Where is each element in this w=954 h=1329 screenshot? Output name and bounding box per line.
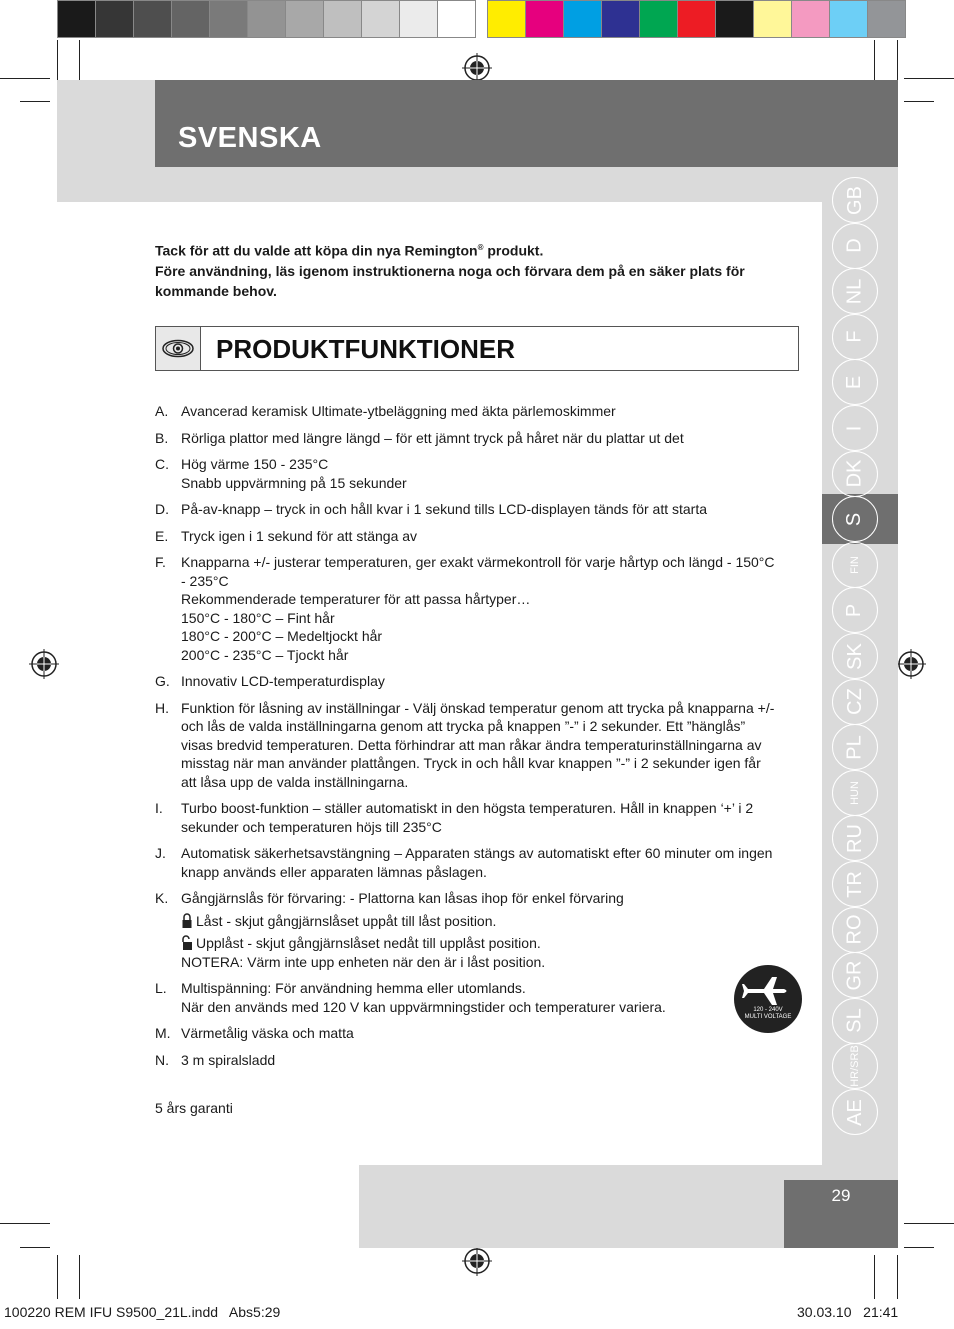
- language-tab-tr[interactable]: [832, 861, 878, 907]
- color-swatch: [209, 0, 248, 38]
- language-tab-f[interactable]: [832, 314, 878, 360]
- unlocked-padlock-icon: [181, 935, 193, 951]
- file-info: 100220 REM IFU S9500_21L.indd Abs5:29: [4, 1304, 281, 1320]
- feature-list: [155, 402, 775, 1077]
- unlocked-text: Upplåst - skjut gångjärnslåset nedåt till upplåst position.: [196, 935, 541, 951]
- language-tab-e[interactable]: [832, 359, 878, 405]
- feature-text: 200°C - 235°C – Tjockt hår: [181, 646, 349, 663]
- badge-voltage: 120 - 240V: [753, 1007, 783, 1013]
- feature-letter: D.: [155, 501, 169, 517]
- color-swatch: [677, 0, 716, 38]
- crop-mark: [79, 1255, 80, 1299]
- eye-icon: [156, 327, 200, 370]
- crop-mark: [20, 1247, 50, 1248]
- feature-text: Hög värme 150 - 235°C: [181, 456, 329, 472]
- feature-letter: K.: [155, 890, 169, 906]
- language-tab-pl[interactable]: [832, 724, 878, 770]
- feature-item: [155, 672, 775, 691]
- language-tab-label: PL: [843, 734, 866, 760]
- feature-text: Rekommenderade temperaturer för att passa hårtyper…: [181, 591, 531, 607]
- language-tab-i[interactable]: [832, 405, 878, 451]
- unlocked-row: [181, 934, 775, 953]
- feature-text: Gångjärnslås för förvaring: - Plattorna kan låsas ihop för enkel förvaring: [181, 890, 624, 906]
- crop-mark: [904, 78, 954, 79]
- intro-line-1-end: produkt.: [483, 242, 544, 259]
- multi-voltage-badge: [734, 965, 802, 1033]
- page-number-box: [784, 1180, 898, 1248]
- color-swatch: [133, 0, 172, 38]
- feature-text: På-av-knapp – tryck in och håll kvar i 1 sekund tills LCD-displayen tänds för att starta: [181, 501, 708, 517]
- language-tab-label: FIN: [848, 555, 861, 574]
- page-title: SVENSKA: [178, 122, 322, 154]
- language-tab-fin[interactable]: [832, 542, 878, 588]
- language-tab-label: F: [843, 330, 866, 343]
- feature-letter: N.: [155, 1051, 169, 1068]
- feature-item: [155, 979, 775, 1016]
- feature-letter: L.: [155, 980, 167, 996]
- crop-mark: [897, 1255, 898, 1299]
- feature-text: Tryck igen i 1 sekund för att stänga av: [181, 527, 418, 544]
- feature-item: [155, 455, 775, 492]
- feature-text: Värmetålig väska och matta: [181, 1025, 354, 1041]
- feature-text: 150°C - 180°C – Fint hår: [181, 609, 335, 626]
- language-tab-label: GR: [843, 960, 866, 991]
- language-tab-label: RO: [843, 914, 866, 945]
- section-icon-box: [156, 327, 201, 370]
- feature-letter: J.: [155, 845, 166, 861]
- crop-mark: [79, 40, 80, 84]
- feature-item: [155, 799, 775, 836]
- feature-letter: F.: [155, 554, 166, 570]
- feature-letter: C.: [155, 456, 169, 472]
- feature-text: När den används med 120 V kan uppvärmningstider och temperaturer variera.: [181, 998, 666, 1015]
- language-tab-label: RU: [843, 823, 866, 853]
- intro-line-2: Före användning, läs igenom instruktionerna noga och förvara dem på en säker plats för kommande behov.: [155, 262, 745, 299]
- language-tab-d[interactable]: [832, 223, 878, 269]
- feature-item: [155, 844, 775, 881]
- crop-mark: [874, 1255, 875, 1299]
- locked-row: [181, 912, 775, 931]
- language-tab-label: S: [843, 512, 866, 526]
- color-swatch: [525, 0, 564, 38]
- crop-mark: [57, 40, 58, 84]
- feature-text: Funktion för låsning av inställningar - Välj önskad temperatur genom att trycka på knapparna +/- och lås de valda inställningarna genom att trycka på knappen ”-” i 2 sekunder. Ett ”hänglås” visas bredvid temperaturen. Detta förhindrar att man råkar ändra temperaturinställningarna av misstag när man använder plattången. Tryck in och håll kvar knappen ”-” i 2 sekunder igen får att låsa upp de valda inställningarna.: [181, 699, 775, 790]
- language-tab-label: HR/SRB: [849, 1045, 861, 1088]
- feature-text: Turbo boost-funktion – ställer automatiskt in den högsta temperaturen. Håll in knappen ‘+’ i 2 sekunder och temperaturen höjs till 235°C: [181, 800, 754, 835]
- locked-padlock-icon: [181, 913, 193, 929]
- language-tabs: [822, 167, 898, 1165]
- color-swatch: [361, 0, 400, 38]
- intro-line-1-text: Tack för att du valde att köpa din nya Remington: [155, 242, 478, 259]
- crop-mark: [874, 40, 875, 84]
- language-tab-label: TR: [843, 870, 866, 898]
- feature-letter: E.: [155, 527, 169, 544]
- language-tab-dk[interactable]: [832, 451, 878, 497]
- language-tab-ae[interactable]: [832, 1089, 878, 1135]
- language-tab-gb[interactable]: [832, 177, 878, 223]
- language-tab-hrsrb[interactable]: [832, 1043, 878, 1089]
- color-swatch: [247, 0, 286, 38]
- language-tab-sk[interactable]: [832, 633, 878, 679]
- color-swatch: [715, 0, 754, 38]
- language-tab-sl[interactable]: [832, 998, 878, 1044]
- color-bar-gap: [475, 0, 487, 38]
- feature-item: [155, 429, 775, 448]
- language-tab-label: E: [843, 375, 866, 390]
- registration-mark-icon: [462, 1246, 492, 1276]
- feature-text: Automatisk säkerhetsavstängning – Apparaten stängs av automatiskt efter 60 minuter om ingen knapp används eller apparaten lämnas påslagen.: [181, 845, 773, 880]
- language-tab-gr[interactable]: [832, 952, 878, 998]
- feature-item: [155, 699, 775, 792]
- language-tab-label: CZ: [843, 688, 866, 715]
- feature-text: Rörliga plattor med längre längd – för ett jämnt tryck på håret när du plattar ut det: [181, 429, 684, 446]
- crop-mark: [57, 1255, 58, 1299]
- feature-item: [155, 402, 775, 421]
- language-tab-cz[interactable]: [832, 679, 878, 725]
- color-swatch: [601, 0, 640, 38]
- feature-item: [155, 1051, 775, 1070]
- feature-text: 3 m spiralsladd: [181, 1051, 276, 1068]
- crop-mark: [0, 78, 50, 79]
- crop-mark: [20, 101, 50, 102]
- language-tab-label: P: [843, 603, 866, 618]
- language-tab-label: GB: [843, 185, 866, 215]
- language-tab-label: D: [843, 238, 866, 253]
- language-tab-label: DK: [843, 459, 866, 488]
- color-swatch: [791, 0, 830, 38]
- language-tab-label: NL: [843, 278, 866, 304]
- feature-item: [155, 553, 775, 664]
- intro-text: [155, 238, 765, 301]
- language-tab-s[interactable]: [832, 496, 878, 542]
- registration-mark-icon: [29, 649, 59, 679]
- color-swatch: [95, 0, 134, 38]
- registration-mark-icon: [462, 53, 492, 83]
- feature-item: [155, 500, 775, 519]
- language-tab-ro[interactable]: [832, 907, 878, 953]
- color-swatch: [323, 0, 362, 38]
- color-swatch: [171, 0, 210, 38]
- language-tab-hun[interactable]: [832, 770, 878, 816]
- feature-text: Knapparna +/- justerar temperaturen, ger exakt värmekontroll för varje hårtyp och längd - 150°C - 235°C: [181, 554, 775, 589]
- registered-mark: ®: [477, 243, 484, 252]
- section-header: [155, 326, 799, 371]
- color-swatch: [399, 0, 438, 38]
- feature-item: [155, 527, 775, 546]
- section-title: PRODUKTFUNKTIONER: [216, 334, 515, 364]
- airplane-icon: [734, 965, 802, 1033]
- feature-letter: H.: [155, 699, 169, 716]
- crop-mark: [904, 101, 934, 102]
- feature-text: 180°C - 200°C – Medeltjockt hår: [181, 628, 383, 644]
- feature-letter: I.: [155, 800, 163, 816]
- badge-text: [734, 1007, 802, 1021]
- feature-letter: B.: [155, 429, 169, 446]
- feature-item: [155, 1024, 775, 1043]
- crop-mark: [0, 1223, 50, 1224]
- color-swatch: [753, 0, 792, 38]
- language-tab-ru[interactable]: [832, 815, 878, 861]
- color-swatch: [57, 0, 96, 38]
- feature-letter: M.: [155, 1025, 171, 1041]
- language-tab-label: AE: [843, 1098, 866, 1126]
- color-calibration-bar: [57, 0, 905, 38]
- feature-text: Avancerad keramisk Ultimate-ytbeläggning med äkta pärlemoskimmer: [181, 403, 616, 419]
- crop-mark: [904, 1247, 934, 1248]
- color-swatch: [639, 0, 678, 38]
- language-tab-label: HUN: [849, 780, 861, 805]
- feature-text: Innovativ LCD-temperaturdisplay: [181, 673, 385, 689]
- color-swatch: [487, 0, 526, 38]
- page-number: 29: [831, 1186, 851, 1205]
- feature-item: [155, 889, 775, 971]
- language-tab-nl[interactable]: [832, 268, 878, 314]
- locked-text: Låst - skjut gångjärnslåset uppåt till låst position.: [196, 912, 497, 929]
- intro-line-1: [155, 238, 765, 261]
- badge-label: MULTI VOLTAGE: [744, 1014, 792, 1020]
- warranty-text: 5 års garanti: [155, 1100, 233, 1116]
- language-tab-label: I: [843, 425, 866, 431]
- crop-mark: [904, 1223, 954, 1224]
- color-swatch: [437, 0, 476, 38]
- color-swatch: [285, 0, 324, 38]
- color-swatch: [829, 0, 868, 38]
- language-tab-label: SL: [843, 1008, 866, 1034]
- note-text: NOTERA: Värm inte upp enheten när den är i låst position.: [181, 953, 546, 970]
- registration-mark-icon: [896, 649, 926, 679]
- language-tab-label: SK: [843, 642, 866, 670]
- feature-letter: A.: [155, 403, 169, 419]
- crop-mark: [897, 40, 898, 84]
- feature-text: Snabb uppvärmning på 15 sekunder: [181, 474, 407, 491]
- print-date: 30.03.10 21:41: [797, 1304, 899, 1320]
- feature-text: Multispänning: För användning hemma eller utomlands.: [181, 980, 526, 996]
- feature-letter: G.: [155, 673, 170, 689]
- color-swatch: [563, 0, 602, 38]
- language-tab-p[interactable]: [832, 587, 878, 633]
- color-swatch: [867, 0, 906, 38]
